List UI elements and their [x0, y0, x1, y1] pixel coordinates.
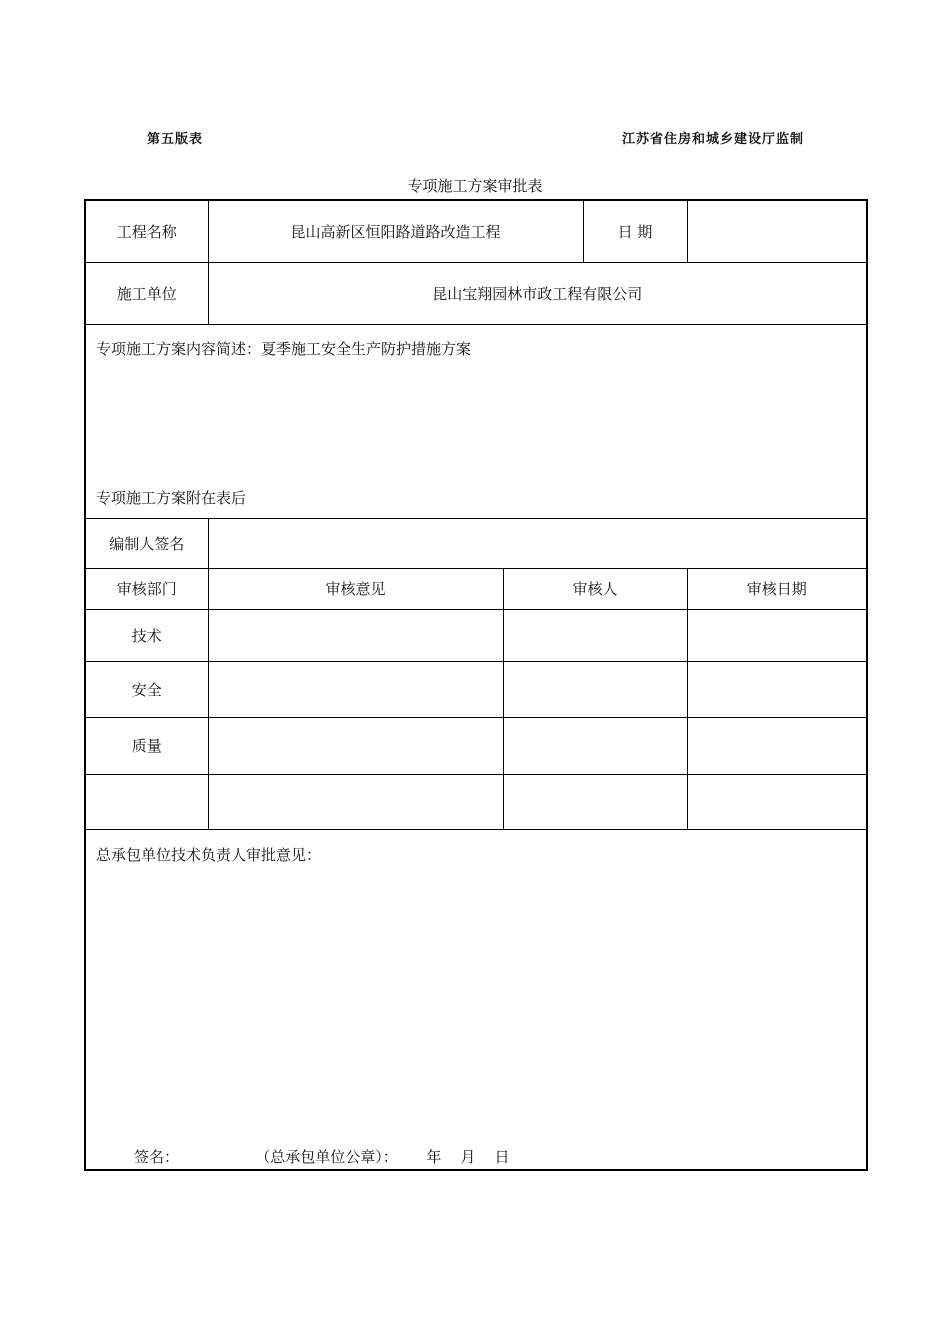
signature-line: 签名： （总承包单位公章）： 年 月 日 — [134, 1148, 510, 1166]
description-row — [85, 324, 867, 518]
review-header-date: 审核日期 — [687, 568, 867, 609]
review-opinion-cell[interactable] — [208, 661, 503, 717]
review-header-reviewer: 审核人 — [503, 568, 687, 609]
reviewer-cell[interactable] — [503, 774, 687, 829]
review-date-cell[interactable] — [687, 661, 867, 717]
date-label: 日 期 — [583, 200, 687, 262]
review-date-cell[interactable] — [687, 717, 867, 774]
preparer-label: 编制人签名 — [85, 518, 208, 568]
review-row — [85, 609, 867, 661]
project-name-value[interactable]: 昆山高新区恒阳路道路改造工程 — [208, 200, 583, 262]
date-value[interactable] — [687, 200, 867, 262]
review-row — [85, 717, 867, 774]
preparer-row — [85, 518, 867, 568]
approval-label: 总承包单位技术负责人审批意见： — [96, 845, 322, 864]
reviewer-cell[interactable] — [503, 717, 687, 774]
review-opinion-cell[interactable] — [208, 717, 503, 774]
supervisor-label: 江苏省住房和城乡建设厅监制 — [621, 132, 804, 147]
contractor-value[interactable]: 昆山宝翔园林市政工程有限公司 — [208, 262, 867, 324]
approval-row — [85, 829, 867, 1170]
approval-cell[interactable] — [85, 829, 867, 1170]
review-row — [85, 661, 867, 717]
review-dept — [85, 774, 208, 829]
contractor-label: 施工单位 — [85, 262, 208, 324]
page-title: 专项施工方案审批表 — [407, 177, 543, 195]
review-dept: 质量 — [85, 717, 208, 774]
review-header-dept: 审核部门 — [85, 568, 208, 609]
review-row — [85, 774, 867, 829]
preparer-signature[interactable] — [208, 518, 867, 568]
review-opinion-cell[interactable] — [208, 609, 503, 661]
reviewer-cell[interactable] — [503, 661, 687, 717]
review-header-row — [85, 568, 867, 609]
review-date-cell[interactable] — [687, 609, 867, 661]
approval-form-table — [84, 199, 868, 1171]
review-opinion-cell[interactable] — [208, 774, 503, 829]
project-row — [85, 200, 867, 262]
review-header-opinion: 审核意见 — [208, 568, 503, 609]
description-summary: 专项施工方案内容简述：夏季施工安全生产防护措施方案 — [96, 339, 472, 358]
review-dept: 安全 — [85, 661, 208, 717]
form-version-label: 第五版表 — [147, 132, 204, 147]
attachment-note: 专项施工方案附在表后 — [96, 488, 247, 507]
project-name-label: 工程名称 — [85, 200, 208, 262]
description-cell[interactable] — [85, 324, 867, 518]
review-dept: 技术 — [85, 609, 208, 661]
review-date-cell[interactable] — [687, 774, 867, 829]
contractor-row — [85, 262, 867, 324]
reviewer-cell[interactable] — [503, 609, 687, 661]
